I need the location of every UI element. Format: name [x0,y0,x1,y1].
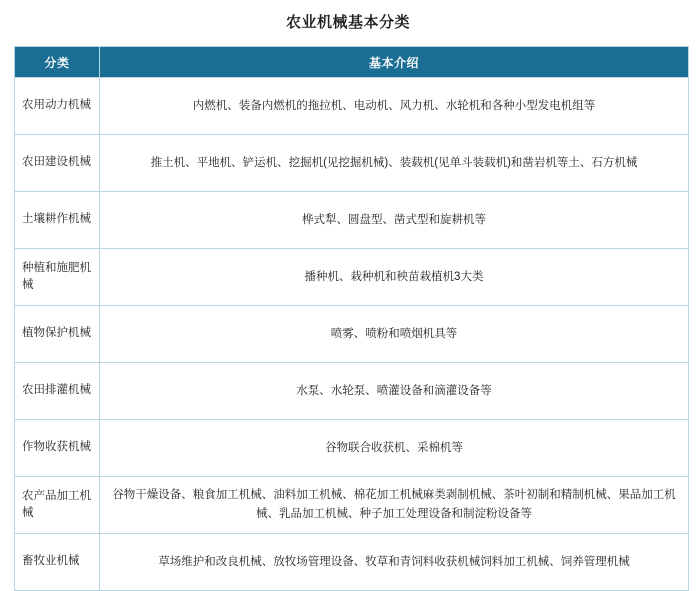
table-row [15,135,689,192]
cell-description: 内燃机、装备内燃机的拖拉机、电动机、风力机、水轮机和各种小型发电机组等 [100,78,689,135]
table-row [15,249,689,306]
cell-description: 草场维护和改良机械、放牧场管理设备、牧草和青饲料收获机械饲料加工机械、饲养管理机械 [100,534,689,591]
cell-description: 水泵、水轮泵、喷灌设备和滴灌设备等 [100,363,689,420]
column-header-category: 分类 [15,47,100,78]
table-row [15,420,689,477]
table-row [15,477,689,534]
table-container [14,46,682,591]
cell-category: 农产品加工机械 [15,477,100,534]
cell-category: 农田建设机械 [15,135,100,192]
agricultural-machinery-table [14,46,689,591]
cell-description: 推土机、平地机、铲运机、挖掘机(见挖掘机械)、装载机(见单斗装载机)和凿岩机等土、石方机械 [100,135,689,192]
table-row [15,534,689,591]
table-row [15,192,689,249]
table-header [15,47,689,78]
cell-description: 谷物联合收获机、采棉机等 [100,420,689,477]
cell-category: 农用动力机械 [15,78,100,135]
table-row [15,78,689,135]
cell-category: 作物收获机械 [15,420,100,477]
table-body [15,78,689,591]
cell-description: 喷雾、喷粉和喷烟机具等 [100,306,689,363]
cell-description: 谷物干燥设备、粮食加工机械、油料加工机械、棉花加工机械麻类剥制机械、茶叶初制和精制机械、果品加工机械、乳品加工机械、种子加工处理设备和制淀粉设备等 [100,477,689,534]
cell-category: 土壤耕作机械 [15,192,100,249]
cell-description: 播种机、栽种机和秧苗栽植机3大类 [100,249,689,306]
cell-category: 种植和施肥机械 [15,249,100,306]
page-title: 农业机械基本分类 [285,14,410,31]
cell-category: 畜牧业机械 [15,534,100,591]
cell-description: 桦式犁、圆盘型、凿式型和旋耕机等 [100,192,689,249]
table-row [15,363,689,420]
table-header-row [15,47,689,78]
cell-category: 植物保护机械 [15,306,100,363]
cell-category: 农田排灌机械 [15,363,100,420]
column-header-description: 基本介绍 [100,47,689,78]
table-row [15,306,689,363]
